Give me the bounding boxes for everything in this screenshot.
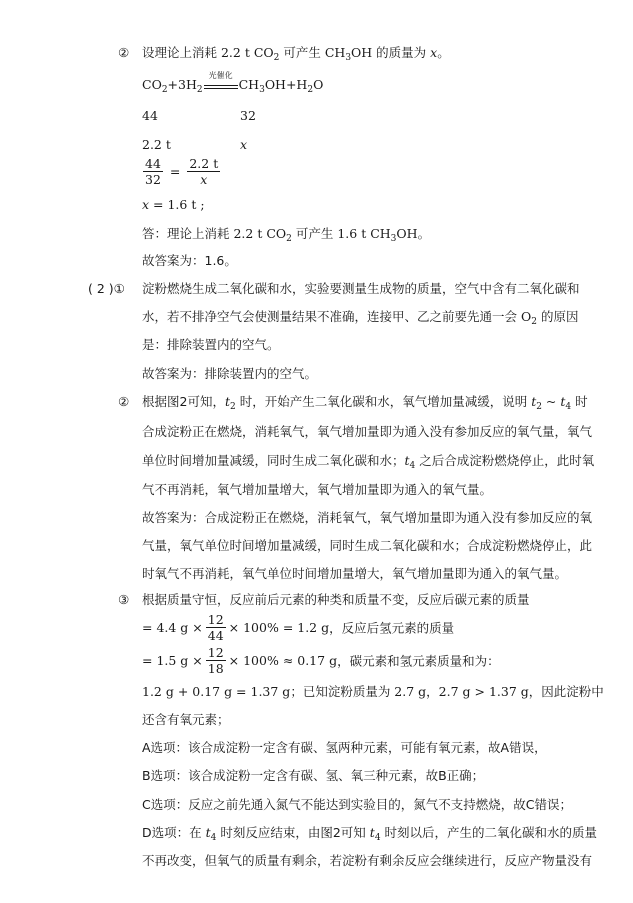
variable: t — [560, 394, 566, 409]
subscript: 2 — [161, 85, 168, 95]
variable: t — [205, 825, 211, 840]
subscript: 4 — [374, 833, 381, 843]
text: ~ — [541, 394, 561, 409]
text: OH+H — [264, 77, 308, 92]
item-number: ③ — [118, 592, 130, 607]
subscript: 2 — [531, 317, 537, 327]
text: CH — [238, 77, 260, 92]
subscript: 4 — [565, 402, 572, 412]
paragraph-line: 故答案为：合成淀粉正在燃烧，消耗氧气，氧气增加量即为通入没有参加反应的氧 — [142, 510, 593, 525]
text: 2.2 t CO — [233, 226, 287, 241]
text: +3H — [167, 77, 197, 92]
text: 之后合成淀粉燃烧停止，此时氧 — [415, 453, 595, 468]
text: ， — [426, 684, 439, 699]
denominator: 32 — [145, 172, 161, 187]
text: 1.2 g + 0.17 g = 1.37 g — [142, 684, 291, 699]
text: 2.7 g — [394, 684, 427, 699]
text: 可产生 — [291, 226, 338, 241]
value-right: x — [240, 137, 248, 152]
paragraph-line: 不再改变，但氧气的质量有剩余，若淀粉有剩余反应会继续进行，反应产物量没有 — [142, 853, 593, 868]
subscript: 3 — [345, 53, 352, 63]
denominator: 18 — [207, 661, 224, 676]
molar-mass-right: 32 — [240, 108, 256, 123]
text: = 4.4 g × — [142, 620, 203, 635]
text: 答：理论上消耗 — [142, 226, 234, 241]
option-c-line: C选项：反应之前先通入氮气不能达到实验目的，氮气不支持燃烧，故C错误； — [142, 797, 572, 812]
variable: t — [404, 453, 410, 468]
text: 时刻以后，产生的二氧化碳和水的质量 — [380, 825, 598, 840]
proportion — [140, 156, 223, 187]
denominator: 44 — [207, 628, 224, 643]
text: 的质量为 — [372, 45, 431, 60]
final-answer: 故答案为：1.6。 — [142, 253, 237, 268]
paragraph-line — [142, 684, 604, 700]
subscript: 2 — [273, 53, 280, 63]
item-number: ( 2 )① — [88, 281, 125, 296]
text: 。 — [417, 226, 431, 241]
molar-mass-left: 44 — [142, 108, 158, 123]
subscript: 2 — [307, 85, 314, 95]
fraction — [187, 156, 220, 187]
text: ，因此淀粉中 — [528, 684, 604, 699]
text: OH — [351, 45, 373, 60]
text: 时，开始产生二氧化碳和水，氧气增加量减缓，说明 — [235, 394, 532, 409]
subscript: 2 — [196, 85, 203, 95]
numerator: 2.2 t — [189, 156, 219, 171]
subscript: 3 — [390, 234, 397, 244]
subscript: 4 — [210, 833, 217, 843]
text: 2.7 g > 1.37 g — [438, 684, 529, 699]
text: D选项：在 — [142, 825, 206, 840]
final-answer: 故答案为：排除装置内的空气。 — [142, 366, 318, 381]
text: 1.6 t CH — [337, 226, 391, 241]
subscript: 2 — [230, 402, 236, 412]
option-b-line: B选项：该合成淀粉一定含有碳、氢、氧三种元素，故B正确； — [142, 768, 485, 783]
text: 时刻反应结束，由图2可知 — [216, 825, 370, 840]
numerator: 44 — [145, 156, 161, 171]
text: ，反应后氢元素的质量 — [329, 620, 455, 636]
variable: t — [531, 394, 537, 409]
subscript: 2 — [286, 234, 292, 244]
paragraph-line: 气不再消耗，氧气增加量增大，氧气增加量即为通入的氧气量。 — [142, 482, 493, 497]
paragraph-line: 淀粉燃烧生成二氧化碳和水，实验要测量生成物的质量，空气中含有二氧化碳和 — [142, 281, 580, 296]
text: 水，若不排净空气会使测量结果不准确，连接甲、乙之前要先通一会 — [142, 309, 521, 324]
variable: t — [369, 825, 375, 840]
item-number: ② — [118, 45, 130, 60]
denominator: x — [200, 172, 208, 187]
calc-intro-line — [142, 45, 450, 61]
fraction — [206, 612, 226, 643]
paragraph-line: 还含有氧元素； — [142, 712, 230, 727]
text: OH — [396, 226, 418, 241]
text: ；已知淀粉质量为 — [290, 684, 395, 699]
text: O — [313, 77, 324, 92]
item-number: ② — [118, 394, 130, 409]
text: 根据图2可知， — [142, 394, 225, 409]
answer-line — [142, 226, 430, 242]
fraction — [143, 156, 163, 187]
text: CO — [142, 77, 162, 92]
text: 设理论上消耗 — [142, 45, 221, 60]
text: ，碳元素和氢元素质量和为： — [337, 653, 500, 669]
result-line — [142, 197, 205, 213]
paragraph-line — [142, 394, 588, 410]
subscript: 2 — [536, 402, 542, 412]
paragraph-line: 合成淀粉正在燃烧，消耗氧气，氧气增加量即为通入没有参加反应的氧气量，氧气 — [142, 424, 593, 439]
paragraph-line: 气量，氧气单位时间增加量减缓，同时生成二氧化碳和水；合成淀粉燃烧停止，此 — [142, 538, 593, 553]
chemical-equation — [142, 70, 324, 95]
variable: x — [142, 197, 150, 212]
paragraph-line — [142, 453, 594, 469]
text: = 1.5 g × — [142, 653, 203, 668]
equals: = — [169, 164, 181, 179]
text: 2.2 t CO — [220, 45, 274, 60]
text: 单位时间增加量减缓，同时生成二氧化碳和水； — [142, 453, 405, 468]
hydrogen-mass-line — [142, 645, 500, 676]
subscript: 3 — [259, 85, 265, 95]
paragraph-line — [142, 309, 578, 325]
option-d-line — [142, 825, 597, 841]
value-left: 2.2 t — [142, 137, 171, 152]
text: = 1.6 t ; — [149, 197, 205, 212]
text: × 100% ≈ 0.17 g — [228, 653, 338, 668]
numerator: 12 — [207, 645, 224, 660]
variable: x — [430, 45, 438, 60]
fraction — [206, 645, 226, 676]
text: × 100% = 1.2 g — [228, 620, 330, 635]
variable: t — [224, 394, 230, 409]
text: 时 — [571, 394, 588, 409]
paragraph-line: 根据质量守恒，反应前后元素的种类和质量不变，反应后碳元素的质量 — [142, 592, 530, 607]
text: O — [520, 309, 532, 324]
reaction-arrow — [204, 70, 238, 94]
text: CH — [324, 45, 346, 60]
paragraph-line: 时氧气不再消耗，氧气单位时间增加量增大，氧气增加量即为通入的氧气量。 — [142, 566, 568, 581]
catalyst-label: 光催化 — [208, 70, 233, 80]
carbon-mass-line — [142, 612, 454, 643]
option-a-line: A选项：该合成淀粉一定含有碳、氢两种元素，可能有氧元素，故A错误， — [142, 740, 547, 755]
text: 的原因 — [536, 309, 579, 324]
numerator: 12 — [207, 612, 224, 627]
subscript: 4 — [409, 461, 416, 471]
text: 。 — [437, 45, 450, 60]
text: 可产生 — [279, 45, 325, 60]
paragraph-line: 是：排除装置内的空气。 — [142, 337, 280, 352]
